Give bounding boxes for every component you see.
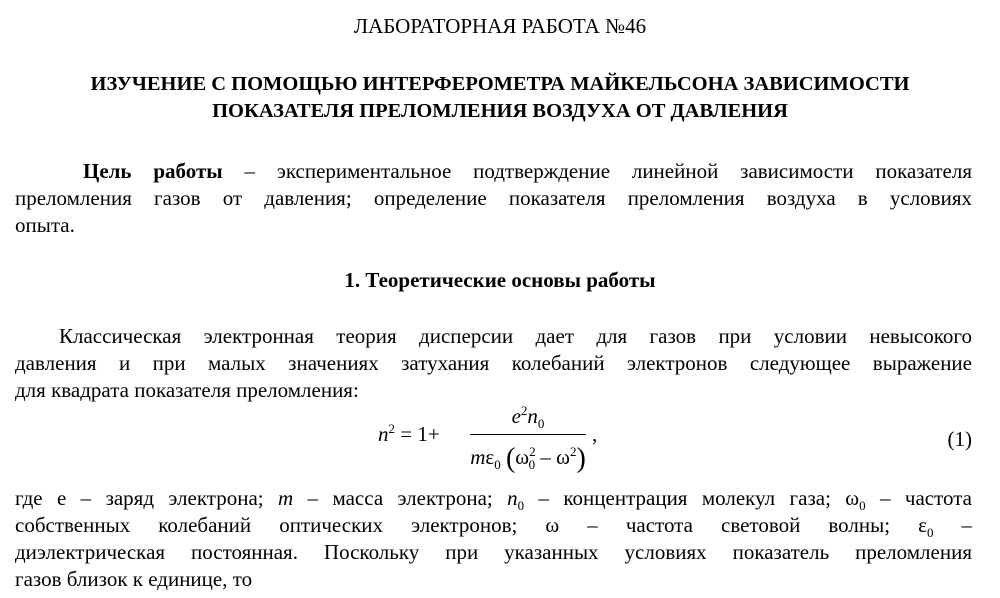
theory-line-3: для квадрата показателя преломления: <box>15 378 359 402</box>
where-line-4: газов близок к единице, то <box>15 567 253 591</box>
main-title-line-2: ПОКАЗАТЕЛЯ ПРЕЛОМЛЕНИЯ ВОЗДУХА ОТ ДАВЛЕНИЯ <box>212 100 788 122</box>
theory-line-1 <box>15 322 972 350</box>
formula-numerator: $e^2n_0$ <box>511 403 545 432</box>
goal-line-3: опыта. <box>15 213 75 237</box>
goal-label: Цель работы <box>83 159 223 183</box>
equation-number: (1) <box>947 427 972 451</box>
main-title-line-1: ИЗУЧЕНИЕ С ПОМОЩЬЮ ИНТЕРФЕРОМЕТРА МАЙКЕЛЬСОНА ЗАВИСИМОСТИ <box>90 73 910 95</box>
where-line-3: диэлектрическая постоянная. Поскольку при указанных условиях показатель преломления <box>15 540 972 564</box>
lab-title: ЛАБОРАТОРНАЯ РАБОТА №46 <box>353 14 647 38</box>
theory-line-1-text: Классическая электронная теория дисперсии дает для газов при условии невысокого <box>59 324 972 348</box>
formula-lhs: $n^2 = 1+$ <box>378 421 440 446</box>
goal-line-1-rest: – экспериментальное подтверждение линейной зависимости показателя <box>222 159 972 183</box>
section-1-title: 1. Теоретические основы работы <box>344 268 656 292</box>
formula-comma: , <box>592 422 598 446</box>
formula-1 <box>378 394 618 484</box>
theory-line-2: давления и при малых значениях затухания колебаний электронов следующее выражение <box>15 351 972 375</box>
goal-line-2: преломления газов от давления; определение показателя преломления воздуха в условиях <box>15 186 972 210</box>
where-line-1: где е – заряд электрона; m – масса электрона; $n_0$ – концентрация молекул газа; $\omega_0$ – частота <box>15 486 973 514</box>
formula-denominator: $m\varepsilon_0$ $(\omega^2_0 - \omega^2)$ <box>470 443 586 474</box>
goal-line-1 <box>15 157 972 185</box>
formula-fraction <box>468 394 588 477</box>
where-line-2: собственных колебаний оптических электронов; ω – частота световой волны; $\varepsilon_0$ – <box>15 513 972 541</box>
